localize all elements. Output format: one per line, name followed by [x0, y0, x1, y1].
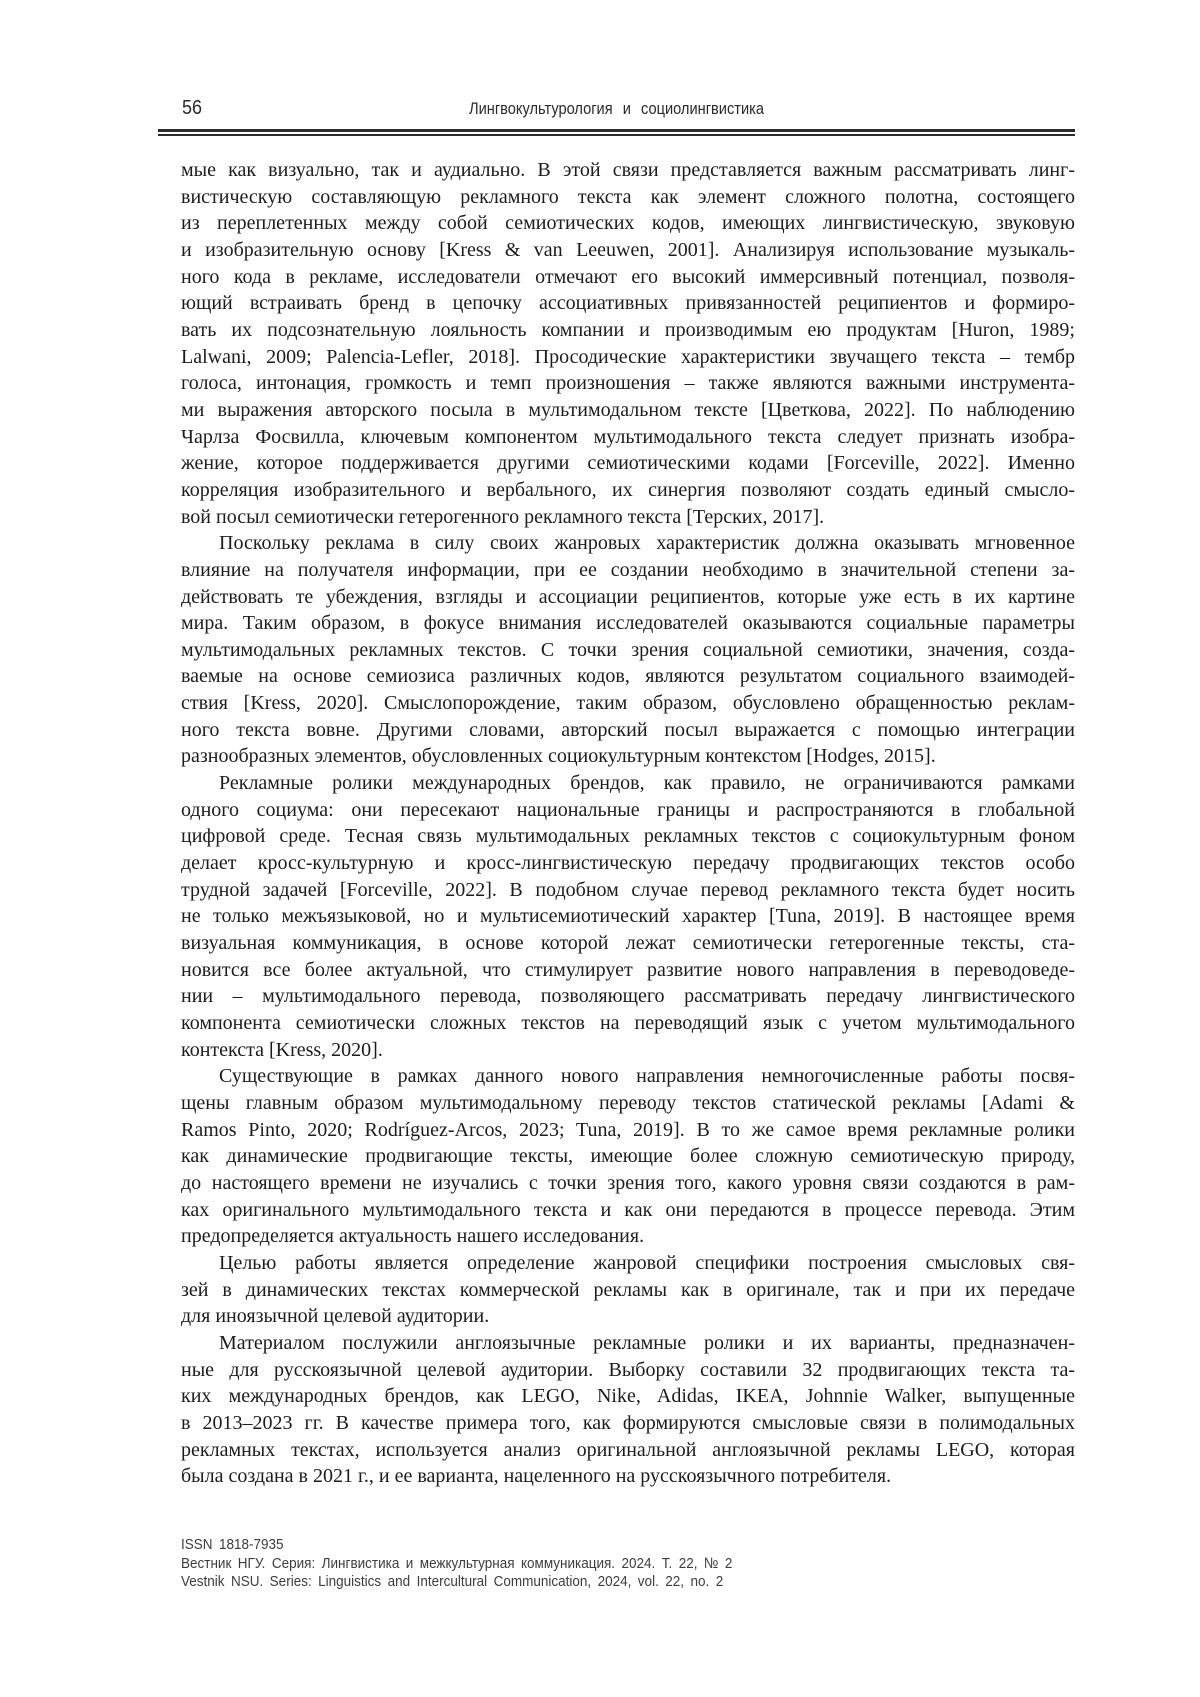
paragraph-3-line-7: визуальная коммуникация, в основе которой лежат семиотически гетерогенные тексты, ста- — [181, 932, 1075, 955]
paragraph-3-line-3: цифровой среде. Тесная связь мультимодальных рекламных текстов с социокультурным фоном — [181, 825, 1075, 848]
paragraph-1-line-6: ющий встраивать бренд в цепочку ассоциативных привязанностей реципиентов и формиро- — [181, 292, 1075, 315]
page-number: 56 — [182, 97, 203, 119]
paragraph-4-line-2: щены главным образом мультимодальному переводу текстов статической рекламы [Adami & — [181, 1091, 1075, 1114]
paragraph-1-line-12: жение, которое поддерживается другими семиотическими кодами [Forceville, 2022]. Именно — [181, 452, 1075, 475]
paragraph-6-line-6: была создана в 2021 г., и ее варианта, нацеленного на русскоязычного потребителя. — [181, 1465, 892, 1488]
footer-journal-en: Vestnik NSU. Series: Linguistics and Intercultural Communication, 2024, vol. 22, no. 2 — [181, 1573, 724, 1590]
paragraph-1-line-10: ми выражения авторского посыла в мультимодальном тексте [Цветкова, 2022]. По наблюдению — [181, 398, 1075, 421]
paragraph-2-line-8: ного текста вовне. Другими словами, авторский посыл выражается с помощью интеграции — [181, 718, 1075, 741]
paragraph-3-line-10: компонента семиотически сложных текстов на переводящий язык с учетом мультимодального — [181, 1012, 1075, 1034]
paragraph-4-line-4: как динамические продвигающие тексты, имеющие более сложную семиотическую природу, — [181, 1145, 1075, 1168]
paragraph-6-line-2: ные для русскоязычной целевой аудитории. Выборку составили 32 продвигающих текста та- — [181, 1358, 1075, 1381]
paragraph-4-line-6: ках оригинального мультимодального текста и как они передаются в процессе перевода. Этим — [181, 1198, 1075, 1221]
paragraph-1-line-13: корреляция изобразительного и вербального, их синергия позволяют создать единый смысло- — [181, 478, 1075, 501]
paragraph-2-line-9: разнообразных элементов, обусловленных социокультурным контекстом [Hodges, 2015]. — [181, 745, 936, 768]
page-footer — [181, 1536, 1075, 1592]
paragraph-3-line-11: контекста [Kress, 2020]. — [181, 1038, 383, 1061]
footer-journal-ru: Вестник НГУ. Серия: Лингвистика и межкультурная коммуникация. 2024. Т. 22, № 2 — [181, 1554, 733, 1572]
paragraph-1-line-4: и изобразительную основу [Kress & van Leeuwen, 2001]. Анализируя использование музыкаль- — [181, 238, 1075, 261]
paragraph-3-line-9: нии – мультимодального перевода, позволяющего рассматривать передачу лингвистического — [181, 985, 1075, 1008]
page-header — [158, 97, 1075, 127]
paragraph-3-line-2: одного социума: они пересекают национальные границы и распространяются в глобальной — [181, 798, 1075, 821]
paragraph-6-line-1: Материалом послужили англоязычные рекламные ролики и их варианты, предназначен- — [219, 1331, 1075, 1354]
paragraph-3-line-5: трудной задачей [Forceville, 2022]. В подобном случае перевод рекламного текста будет носить — [181, 878, 1075, 901]
paragraph-4-line-1: Существующие в рамках данного нового направления немногочисленные работы посвя- — [219, 1065, 1075, 1088]
paragraph-4-line-5: до настоящего времени не изучались с точки зрения того, какого уровня связи создаются в рам- — [181, 1171, 1075, 1194]
paragraph-2-line-1: Поскольку реклама в силу своих жанровых характеристик должна оказывать мгновенное — [219, 532, 1075, 555]
paragraph-4-line-3: Ramos Pinto, 2020; Rodríguez-Arcos, 2023; Tuna, 2019]. В то же самое время рекламные ролики — [181, 1118, 1075, 1141]
paragraph-2-line-3: действовать те убеждения, взгляды и ассоциации реципиентов, которые уже есть в их картине — [181, 585, 1075, 608]
paragraph-2-line-4: мира. Таким образом, в фокусе внимания исследователей оказываются социальные параметры — [181, 612, 1075, 635]
paragraph-1-line-7: вать их подсознательную лояльность компании и производимым ею продуктам [Huron, 1989; — [181, 318, 1075, 341]
paragraph-1-line-14: вой посыл семиотически гетерогенного рекламного текста [Терских, 2017]. — [181, 505, 825, 528]
paragraph-3-line-8: новится все более актуальной, что стимулирует развитие нового направления в переводоведе- — [181, 958, 1075, 981]
paragraph-5-line-1: Целью работы является определение жанровой специфики построения смысловых свя- — [219, 1251, 1075, 1274]
paragraph-2-line-7: ствия [Kress, 2020]. Смыслопорождение, таким образом, обусловлено обращенностью реклам- — [181, 692, 1075, 715]
paragraph-3-line-1: Рекламные ролики международных брендов, как правило, не ограничиваются рамками — [219, 772, 1075, 795]
header-double-rule — [158, 129, 1075, 136]
paragraph-1-line-2: вистическую составляющую рекламного текста как элемент сложного полотна, состоящего — [181, 185, 1075, 208]
paragraph-2-line-2: влияние на получателя информации, при ее создании необходимо в значительной степени за- — [181, 558, 1075, 581]
article-body — [181, 157, 1075, 1490]
paragraph-4-line-7: предопределяется актуальность нашего исследования. — [181, 1225, 645, 1248]
paragraph-2-line-6: ваемые на основе семиозиса различных кодов, являются результатом социального взаимодей- — [181, 665, 1075, 688]
paragraph-5-line-2: зей в динамических текстах коммерческой рекламы как в оригинале, так и при их передаче — [181, 1278, 1075, 1301]
paragraph-3-line-4: делает кросс-культурную и кросс-лингвистическую передачу продвигающих текстов особо — [181, 852, 1075, 875]
paragraph-1-line-3: из переплетенных между собой семиотических кодов, имеющих лингвистическую, звуковую — [181, 212, 1075, 235]
paragraph-1-line-9: голоса, интонация, громкость и темп произношения – также являются важными инструмента- — [181, 372, 1075, 395]
footer-issn: ISSN 1818-7935 — [181, 1536, 284, 1553]
paragraph-6-line-4: в 2013–2023 гг. В качестве примера того, как формируются смысловые связи в полимодальных — [181, 1411, 1075, 1434]
running-head: Лингвокультурология и социолингвистика — [468, 99, 764, 118]
paragraph-1-line-5: ного кода в рекламе, исследователи отмечают его высокий иммерсивный потенциал, позволя- — [181, 265, 1075, 288]
paragraph-1-line-8: Lalwani, 2009; Palencia-Lefler, 2018]. Просодические характеристики звучащего текста – тембр — [181, 345, 1075, 368]
paragraph-2-line-5: мультимодальных рекламных текстов. С точки зрения социальной семиотики, значения, созда- — [181, 638, 1075, 661]
paragraph-5-line-3: для иноязычной целевой аудитории. — [181, 1305, 490, 1328]
paragraph-6-line-3: ких международных брендов, как LEGO, Nike, Adidas, IKEA, Johnnie Walker, выпущенные — [181, 1385, 1075, 1408]
paragraph-1-line-1: мые как визуально, так и аудиально. В этой связи представляется важным рассматривать линг- — [181, 159, 1075, 181]
paragraph-3-line-6: не только межъязыковой, но и мультисемиотический характер [Tuna, 2019]. В настоящее время — [181, 905, 1075, 928]
paragraph-6-line-5: рекламных текстах, используется анализ оригинальной англоязычной рекламы LEGO, которая — [181, 1438, 1075, 1461]
paragraph-1-line-11: Чарлза Фосвилла, ключевым компонентом мультимодального текста следует признать изобра- — [181, 425, 1075, 448]
